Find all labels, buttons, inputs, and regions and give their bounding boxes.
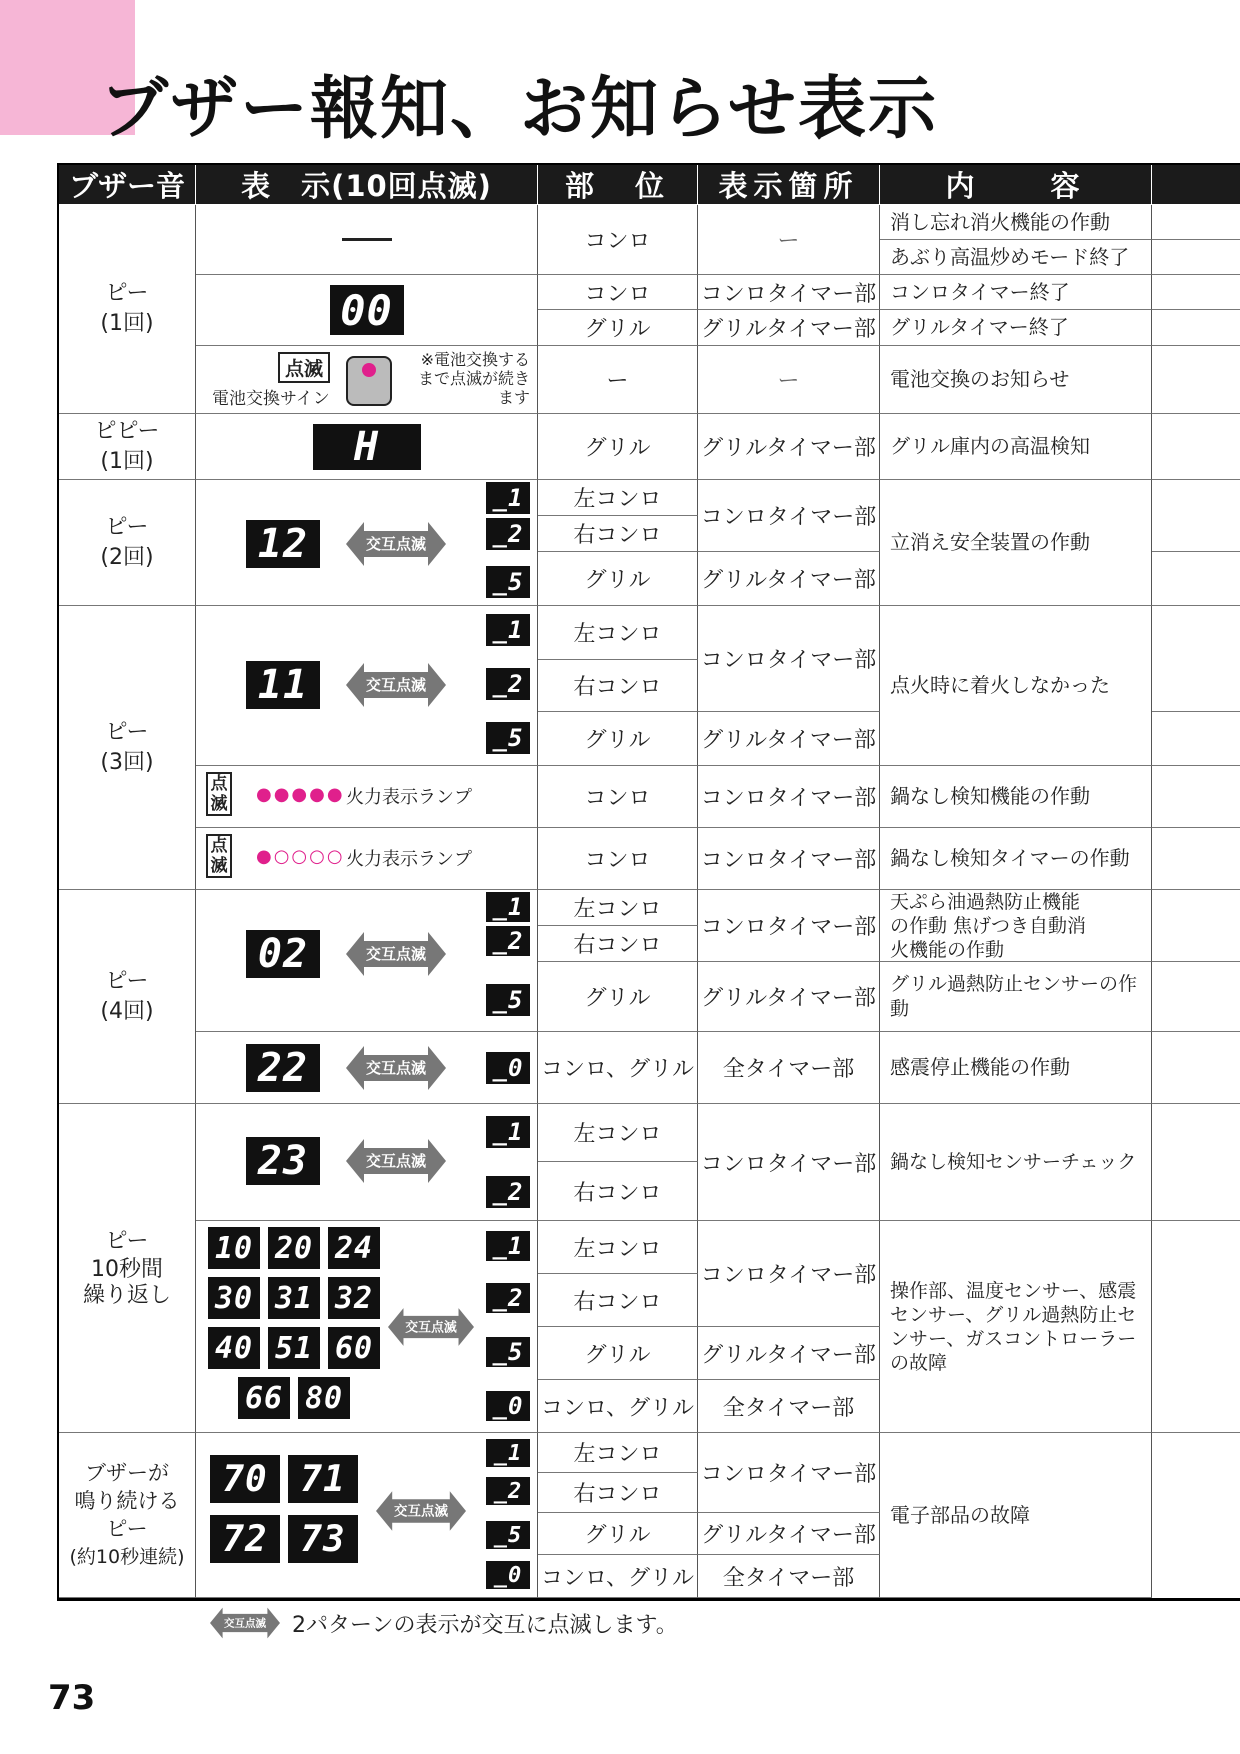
part-cell: グリル bbox=[538, 1513, 698, 1555]
alternate-blink-arrow bbox=[346, 663, 446, 707]
alternate-blink-label: 交互点滅 bbox=[365, 945, 427, 963]
page-title: ブザー報知、お知らせ表示 bbox=[100, 70, 938, 149]
part-cell: コンロ、グリル bbox=[538, 1555, 698, 1598]
lcd-display: _5 bbox=[486, 1337, 530, 1367]
content-cell: 電池交換のお知らせ bbox=[880, 346, 1152, 414]
alternate-blink-label: 交互点滅 bbox=[405, 1320, 457, 1336]
battery-sign-label: 電池交換サイン bbox=[212, 389, 330, 409]
lcd-display: 10 bbox=[208, 1227, 260, 1269]
sound-count: (2回) bbox=[100, 544, 154, 570]
blank-cell bbox=[1152, 480, 1240, 552]
lcd-display: _0 bbox=[486, 1391, 530, 1421]
content-cell: 点火時に着火しなかった bbox=[880, 606, 1152, 766]
lcd-display: _5 bbox=[486, 1521, 530, 1549]
lcd-display: 00 bbox=[330, 285, 404, 335]
lcd-display: _5 bbox=[486, 984, 530, 1016]
battery-lamp bbox=[362, 363, 376, 377]
lcd-display: _2 bbox=[486, 926, 530, 956]
content-cell: グリルタイマー終了 bbox=[880, 310, 1152, 346]
sound-line: ブザーが bbox=[85, 1461, 169, 1485]
display-electronic bbox=[196, 1433, 538, 1598]
blank-cell bbox=[1152, 240, 1240, 275]
part-cell: コンロ、グリル bbox=[538, 1380, 698, 1433]
location-cell: コンロタイマー部 bbox=[698, 828, 880, 890]
alternate-blink-label: 交互点滅 bbox=[365, 535, 427, 553]
blink-label: 点滅 bbox=[206, 834, 232, 878]
alternate-blink-label: 交互点滅 bbox=[365, 1152, 427, 1170]
alternate-blink-arrow bbox=[210, 1605, 280, 1641]
location-cell: コンロタイマー部 bbox=[698, 1221, 880, 1327]
alternate-blink-arrow bbox=[388, 1305, 474, 1349]
blink-label: 点滅 bbox=[206, 772, 232, 816]
lamp-label: 火力表示ランプ bbox=[346, 849, 472, 870]
lcd-display: _0 bbox=[486, 1052, 530, 1084]
sound-count: 10秒間 繰り返し bbox=[82, 1257, 171, 1308]
lcd-display: 72 bbox=[210, 1515, 280, 1563]
content-cell: 電子部品の故障 bbox=[880, 1433, 1152, 1598]
lcd-display: 32 bbox=[328, 1277, 380, 1319]
location-cell: ー bbox=[698, 205, 880, 275]
lcd-display: 51 bbox=[268, 1327, 320, 1369]
lcd-display: _1 bbox=[486, 614, 530, 646]
blank-cell bbox=[1152, 890, 1240, 962]
part-cell: 右コンロ bbox=[538, 926, 698, 962]
lcd-display: 20 bbox=[268, 1227, 320, 1269]
sound-label: ピー bbox=[105, 1229, 149, 1254]
lcd-display: _0 bbox=[486, 1561, 530, 1589]
blank-cell bbox=[1152, 346, 1240, 414]
display-H bbox=[196, 414, 538, 480]
content-cell: あぶり高温炒めモード終了 bbox=[880, 240, 1152, 275]
part-cell: グリル bbox=[538, 1327, 698, 1380]
content-cell: 消し忘れ消火機能の作動 bbox=[880, 205, 1152, 240]
lcd-display: 60 bbox=[328, 1327, 380, 1369]
blank-cell bbox=[1152, 828, 1240, 890]
sound-count: (約10秒連続) bbox=[69, 1546, 185, 1568]
lcd-display: 40 bbox=[208, 1327, 260, 1369]
blank-cell bbox=[1152, 310, 1240, 346]
part-cell: 右コンロ bbox=[538, 1162, 698, 1221]
battery-icon bbox=[346, 356, 392, 406]
sound-pipi-1 bbox=[59, 414, 196, 480]
display-11 bbox=[196, 606, 538, 766]
blank-cell bbox=[1152, 414, 1240, 480]
part-cell: 右コンロ bbox=[538, 1473, 698, 1513]
part-cell: グリル bbox=[538, 962, 698, 1032]
sound-label: ピー bbox=[105, 968, 149, 994]
sound-label: ピー bbox=[105, 719, 149, 745]
location-cell: グリルタイマー部 bbox=[698, 962, 880, 1032]
sound-pi-2 bbox=[59, 480, 196, 606]
location-cell: コンロタイマー部 bbox=[698, 766, 880, 828]
location-cell: グリルタイマー部 bbox=[698, 1327, 880, 1380]
lcd-display: 22 bbox=[246, 1044, 320, 1092]
header-blank bbox=[1152, 165, 1240, 205]
sound-pi-repeat bbox=[59, 1104, 196, 1433]
sound-pi-3 bbox=[59, 606, 196, 890]
lcd-display: 30 bbox=[208, 1277, 260, 1319]
location-cell: コンロタイマー部 bbox=[698, 890, 880, 962]
header-content: 内 容 bbox=[880, 165, 1152, 205]
alternate-blink-arrow bbox=[346, 1046, 446, 1090]
display-dash bbox=[196, 205, 538, 275]
lcd-display: _2 bbox=[486, 1477, 530, 1505]
lcd-display: 71 bbox=[288, 1455, 358, 1503]
blank-cell bbox=[1152, 712, 1240, 766]
sound-label: ピピー bbox=[94, 418, 160, 444]
lcd-display: _5 bbox=[486, 566, 530, 598]
content-cell: 天ぷら油過熱防止機能の作動 焦げつき自動消火機能の作動 bbox=[880, 890, 1152, 962]
location-cell: グリルタイマー部 bbox=[698, 552, 880, 606]
lcd-display: 23 bbox=[246, 1137, 320, 1185]
header-sound: ブザー音 bbox=[59, 165, 196, 205]
part-cell: 右コンロ bbox=[538, 1274, 698, 1327]
lcd-display: _1 bbox=[486, 1439, 530, 1467]
lcd-display: _1 bbox=[486, 1116, 530, 1148]
lcd-display: _1 bbox=[486, 892, 530, 922]
content-cell: 鍋なし検知機能の作動 bbox=[880, 766, 1152, 828]
blank-cell bbox=[1152, 1221, 1240, 1433]
blank-cell bbox=[1152, 962, 1240, 1032]
header-part: 部 位 bbox=[538, 165, 698, 205]
display-00 bbox=[196, 275, 538, 346]
display-battery bbox=[196, 346, 538, 414]
display-lamp-full bbox=[196, 766, 538, 828]
blank-cell bbox=[1152, 766, 1240, 828]
sound-continuous bbox=[59, 1433, 196, 1598]
lcd-display: 12 bbox=[246, 520, 320, 568]
lcd-display: _1 bbox=[486, 1231, 530, 1261]
buzzer-table bbox=[57, 163, 1240, 1601]
lcd-display: 31 bbox=[268, 1277, 320, 1319]
lcd-display: _2 bbox=[486, 1283, 530, 1313]
content-cell: グリル過熱防止センサーの作動 bbox=[880, 962, 1152, 1032]
header-location: 表示箇所 bbox=[698, 165, 880, 205]
alternate-blink-arrow bbox=[346, 522, 446, 566]
location-cell: コンロタイマー部 bbox=[698, 1433, 880, 1513]
lcd-display: _2 bbox=[486, 668, 530, 700]
part-cell: コンロ bbox=[538, 766, 698, 828]
lcd-display: H bbox=[313, 424, 421, 470]
blink-label: 点滅 bbox=[278, 352, 330, 383]
location-cell: コンロタイマー部 bbox=[698, 1104, 880, 1221]
lcd-display: 02 bbox=[246, 930, 320, 978]
page-number: 73 bbox=[48, 1678, 96, 1718]
blank-cell bbox=[1152, 1032, 1240, 1104]
blank-cell bbox=[1152, 1104, 1240, 1221]
sound-pi-4 bbox=[59, 890, 196, 1104]
location-cell: コンロタイマー部 bbox=[698, 275, 880, 310]
content-cell: 立消え安全装置の作動 bbox=[880, 480, 1152, 606]
lcd-display: _5 bbox=[486, 722, 530, 754]
location-cell: グリルタイマー部 bbox=[698, 1513, 880, 1555]
part-cell: ー bbox=[538, 346, 698, 414]
lcd-display: _2 bbox=[486, 518, 530, 550]
part-cell: コンロ bbox=[538, 275, 698, 310]
alternate-blink-arrow bbox=[346, 932, 446, 976]
alternate-blink-label: 交互点滅 bbox=[224, 1617, 266, 1630]
alternate-blink-arrow bbox=[346, 1139, 446, 1183]
content-cell: コンロタイマー終了 bbox=[880, 275, 1152, 310]
location-cell: グリルタイマー部 bbox=[698, 712, 880, 766]
content-cell: グリル庫内の高温検知 bbox=[880, 414, 1152, 480]
display-error-grid bbox=[196, 1221, 538, 1433]
location-cell: ー bbox=[698, 346, 880, 414]
lamp-label: 火力表示ランプ bbox=[346, 787, 472, 808]
lcd-display: 66 bbox=[238, 1377, 290, 1419]
lamp-dots-full: ●●●●● bbox=[256, 784, 345, 805]
sound-line: 鳴り続ける bbox=[74, 1489, 180, 1513]
location-cell: 全タイマー部 bbox=[698, 1032, 880, 1104]
lcd-display: _1 bbox=[486, 482, 530, 514]
display-22 bbox=[196, 1032, 538, 1104]
part-cell: 右コンロ bbox=[538, 660, 698, 712]
header-display: 表 示(10回点滅) bbox=[196, 165, 538, 205]
sound-label: ピー bbox=[105, 514, 149, 540]
lamp-dots-partial: ●○○○○ bbox=[256, 846, 345, 867]
location-cell: コンロタイマー部 bbox=[698, 606, 880, 712]
part-cell: コンロ、グリル bbox=[538, 1032, 698, 1104]
location-cell: 全タイマー部 bbox=[698, 1380, 880, 1433]
lcd-display: _2 bbox=[486, 1176, 530, 1208]
footnote-text: 2パターンの表示が交互に点滅します。 bbox=[292, 1612, 678, 1638]
sound-label: ピー bbox=[105, 281, 149, 306]
blank-cell bbox=[1152, 1433, 1240, 1598]
content-cell: 感震停止機能の作動 bbox=[880, 1032, 1152, 1104]
alternate-blink-label: 交互点滅 bbox=[394, 1503, 448, 1520]
part-cell: 左コンロ bbox=[538, 1221, 698, 1274]
content-cell: 操作部、温度センサー、感震センサー、グリル過熱防止センサー、ガスコントローラーの故障 bbox=[880, 1221, 1152, 1433]
sound-count: (3回) bbox=[100, 749, 154, 775]
sound-label: ピー bbox=[106, 1517, 148, 1541]
sound-count: (4回) bbox=[100, 998, 154, 1024]
part-cell: グリル bbox=[538, 414, 698, 480]
content-cell: 鍋なし検知センサーチェック bbox=[880, 1104, 1152, 1221]
blank-cell bbox=[1152, 205, 1240, 240]
part-cell: コンロ bbox=[538, 205, 698, 275]
part-cell: 左コンロ bbox=[538, 890, 698, 926]
lcd-display: 73 bbox=[288, 1515, 358, 1563]
blank-cell bbox=[1152, 552, 1240, 606]
part-cell: コンロ bbox=[538, 828, 698, 890]
battery-note: ※電池交換するまで点滅が続きます bbox=[417, 350, 530, 407]
part-cell: 右コンロ bbox=[538, 516, 698, 552]
location-cell: 全タイマー部 bbox=[698, 1555, 880, 1598]
part-cell: グリル bbox=[538, 310, 698, 346]
lcd-display: 24 bbox=[328, 1227, 380, 1269]
part-cell: 左コンロ bbox=[538, 606, 698, 660]
sound-count: (1回) bbox=[100, 448, 154, 474]
display-23 bbox=[196, 1104, 538, 1221]
alternate-blink-label: 交互点滅 bbox=[365, 1059, 427, 1077]
display-12 bbox=[196, 480, 538, 606]
display-lamp-partial bbox=[196, 828, 538, 890]
location-cell: グリルタイマー部 bbox=[698, 310, 880, 346]
sound-count: (1回) bbox=[100, 311, 154, 336]
content-cell: 鍋なし検知タイマーの作動 bbox=[880, 828, 1152, 890]
location-cell: グリルタイマー部 bbox=[698, 414, 880, 480]
dash-mark bbox=[342, 238, 392, 241]
part-cell: 左コンロ bbox=[538, 480, 698, 516]
sound-pi-1 bbox=[59, 205, 196, 414]
part-cell: 左コンロ bbox=[538, 1433, 698, 1473]
location-cell: コンロタイマー部 bbox=[698, 480, 880, 552]
part-cell: 左コンロ bbox=[538, 1104, 698, 1162]
lcd-display: 70 bbox=[210, 1455, 280, 1503]
blank-cell bbox=[1152, 275, 1240, 310]
part-cell: グリル bbox=[538, 712, 698, 766]
display-02 bbox=[196, 890, 538, 1032]
blank-cell bbox=[1152, 606, 1240, 712]
part-cell: グリル bbox=[538, 552, 698, 606]
lcd-display: 80 bbox=[298, 1377, 350, 1419]
alternate-blink-label: 交互点滅 bbox=[365, 676, 427, 694]
footnote bbox=[210, 1605, 678, 1641]
alternate-blink-arrow bbox=[376, 1489, 466, 1533]
lcd-display: 11 bbox=[246, 661, 320, 709]
